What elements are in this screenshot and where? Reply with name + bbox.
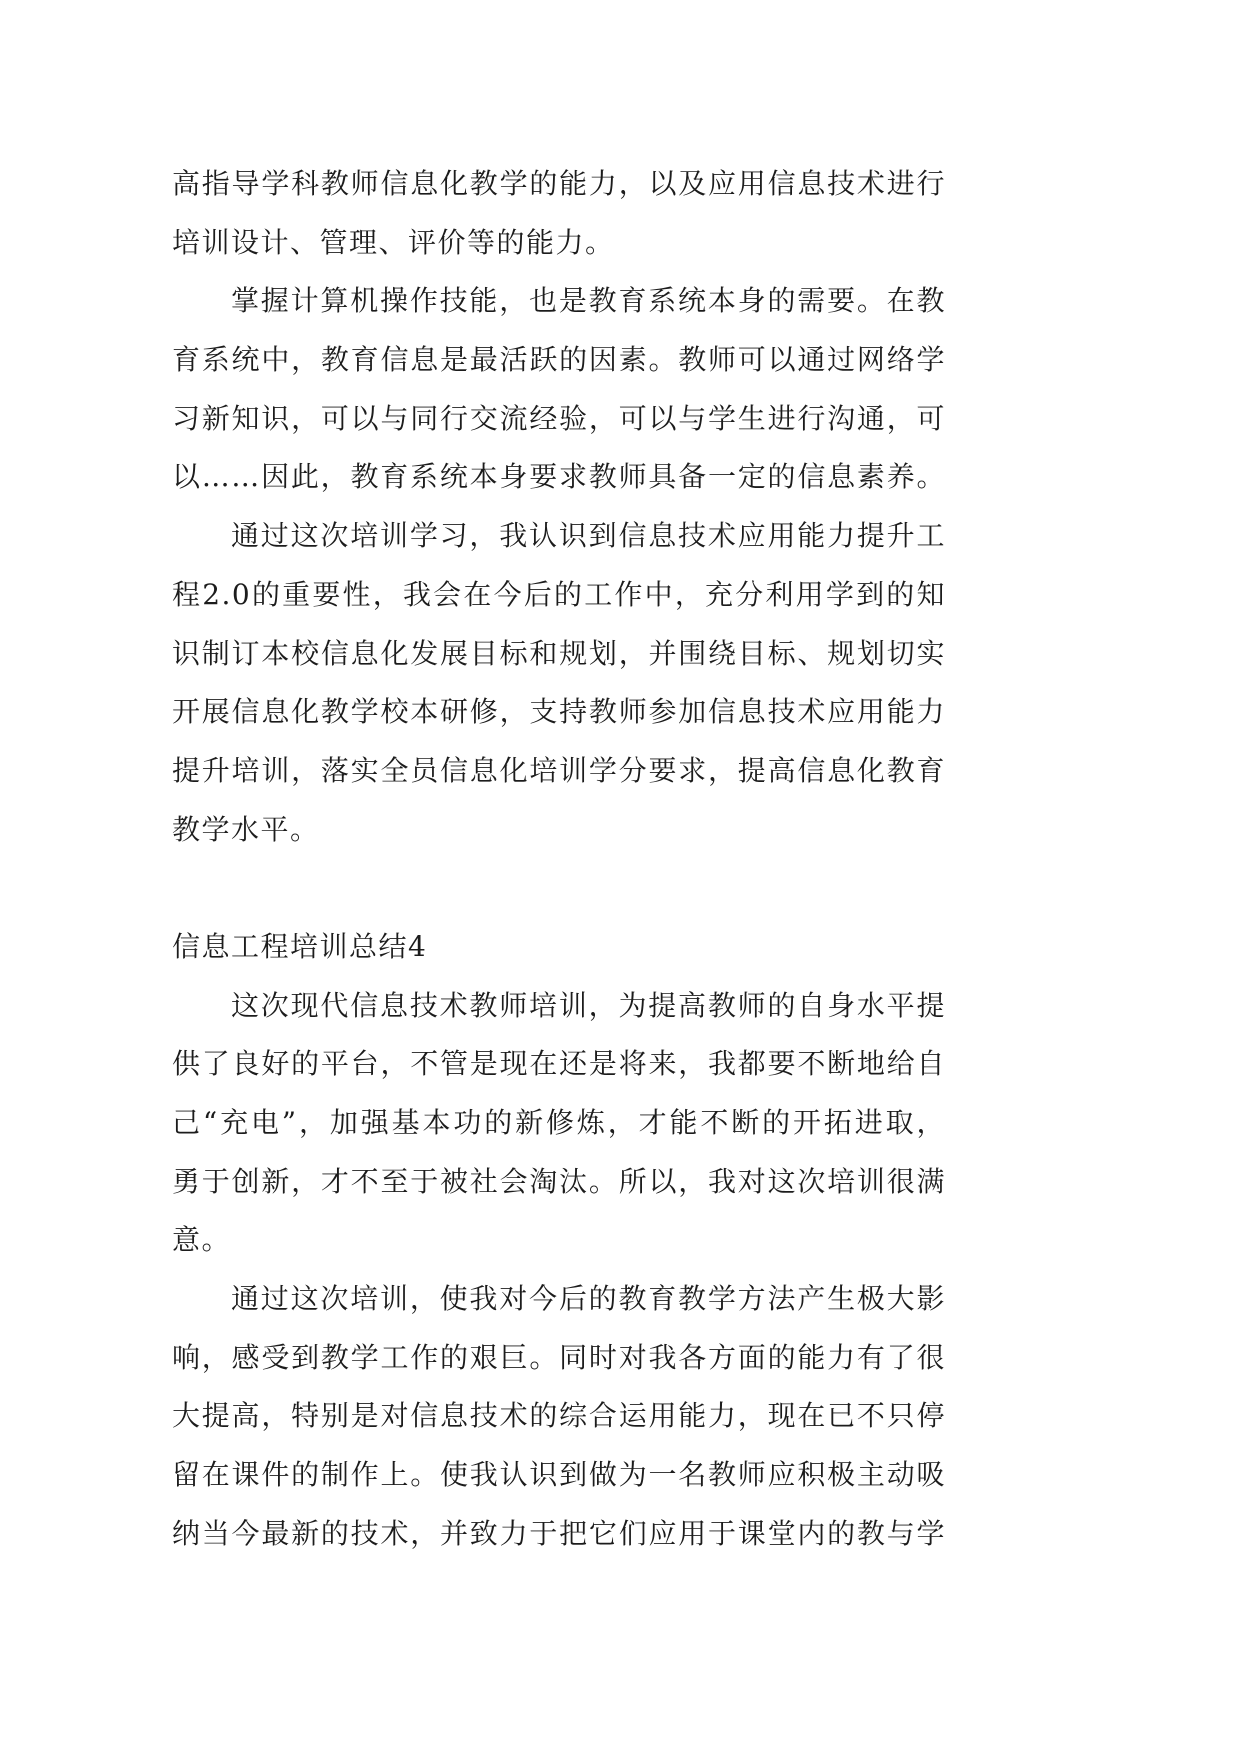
text-line: 习新知识，可以与同行交流经验，可以与学生进行沟通，可 [172, 401, 946, 435]
text-line: 通过这次培训学习，我认识到信息技术应用能力提升工 [231, 519, 946, 553]
text-line: 高指导学科教师信息化教学的能力，以及应用信息技术进行 [172, 167, 946, 200]
text-line: 响，感受到教学工作的艰巨。同时对我各方面的能力有了很 [172, 1340, 946, 1374]
text-line: 以……因此，教育系统本身要求教师具备一定的信息素养。 [172, 460, 946, 494]
blank-line [172, 859, 946, 918]
text-line: 识制订本校信息化发展目标和规划，并围绕目标、规划切实 [172, 636, 946, 670]
text-line: 纳当今最新的技术，并致力于把它们应用于课堂内的教与学 [172, 1516, 946, 1550]
text-line: 己“充电”，加强基本功的新修炼，才能不断的开拓进取， [172, 1106, 946, 1139]
paragraph [172, 977, 946, 1270]
text-line: 留在课件的制作上。使我认识到做为一名教师应积极主动吸 [172, 1458, 946, 1492]
text-line: 供了良好的平台，不管是现在还是将来，我都要不断地给自 [172, 1047, 946, 1081]
text-line: 掌握计算机操作技能，也是教育系统本身的需要。在教 [231, 284, 946, 318]
section-heading: 信息工程培训总结4 [172, 929, 428, 963]
paragraph [172, 1270, 946, 1563]
text-line: 通过这次培训，使我对今后的教育教学方法产生极大影 [231, 1282, 946, 1316]
text-line: 培训设计、管理、评价等的能力。 [172, 225, 615, 259]
text-line: 育系统中，教育信息是最活跃的因素。教师可以通过网络学 [172, 343, 946, 377]
text-line: 意。 [172, 1223, 232, 1257]
text-line: 勇于创新，才不至于被社会淘汰。所以，我对这次培训很满 [172, 1164, 946, 1198]
text-line: 教学水平。 [172, 812, 320, 846]
text-line: 大提高，特别是对信息技术的综合运用能力，现在已不只停 [172, 1399, 946, 1433]
text-line: 程2.0的重要性，我会在今后的工作中，充分利用学到的知 [172, 577, 946, 611]
text-line: 提升培训，落实全员信息化培训学分要求，提高信息化教育 [172, 753, 946, 787]
text-line: 这次现代信息技术教师培训，为提高教师的自身水平提 [231, 988, 946, 1022]
paragraph [172, 155, 946, 272]
paragraph [172, 272, 946, 507]
text-line: 开展信息化教学校本研修，支持教师参加信息技术应用能力 [172, 695, 946, 729]
document-body [172, 155, 946, 1564]
paragraph [172, 507, 946, 859]
